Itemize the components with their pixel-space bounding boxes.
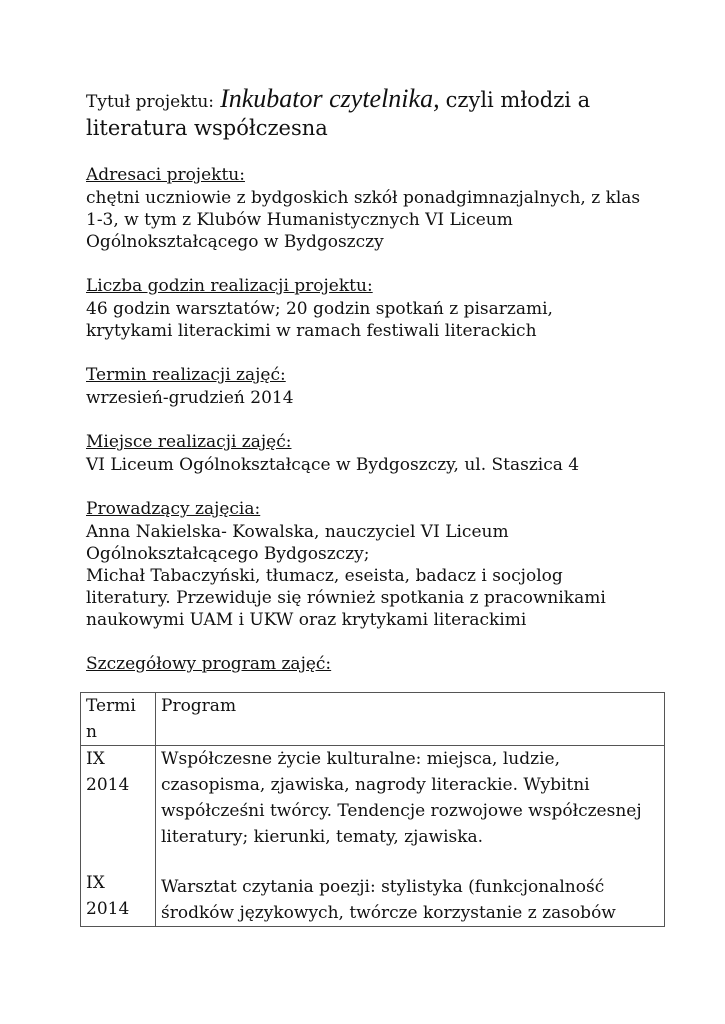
section-location	[86, 431, 646, 476]
section-line: chętni uczniowie z bydgoskich szkół ponadgimnazjalnych, z klas	[86, 188, 641, 208]
section-heading: Miejsce realizacji zajęć:	[86, 432, 292, 452]
section-line: Anna Nakielska- Kowalska, nauczyciel VI Liceum	[86, 522, 509, 542]
project-title	[86, 86, 646, 142]
section-line: 46 godzin warsztatów; 20 godzin spotkań z pisarzami,	[86, 299, 553, 319]
section-line: 1-3, w tym z Klubów Humanistycznych VI Liceum	[86, 210, 513, 230]
section-line: krytykami literackimi w ramach festiwali literackich	[86, 321, 537, 341]
title-rest-line1: czyli młodzi a	[445, 88, 591, 112]
section-hours	[86, 275, 646, 342]
term-cell	[81, 746, 156, 927]
table-header-row	[81, 693, 665, 746]
header-term	[81, 693, 156, 746]
section-line: Michał Tabaczyński, tłumacz, eseista, badacz i socjolog	[86, 566, 563, 586]
title-rest-line2: literatura współczesna	[86, 116, 328, 140]
title-prefix: Tytuł projektu:	[86, 92, 215, 112]
section-instructors	[86, 498, 646, 631]
section-line: VI Liceum Ogólnokształcące w Bydgoszczy, ul. Staszica 4	[86, 455, 580, 475]
section-dates	[86, 364, 646, 409]
program-table	[80, 692, 665, 927]
section-heading: Termin realizacji zajęć:	[86, 365, 286, 385]
section-audience	[86, 164, 646, 253]
section-line: Ogólnokształcącego Bydgoszczy;	[86, 544, 370, 564]
term-month: IX	[86, 873, 105, 893]
term-year: 2014	[86, 899, 130, 919]
header-term-line: n	[86, 722, 97, 742]
table-row	[81, 746, 665, 927]
section-heading: Szczegółowy program zajęć:	[86, 654, 332, 674]
program-paragraph: Warsztat czytania poezji: stylistyka (funkcjonalność środków językowych, twórcze korzystanie z zasobów	[161, 877, 616, 923]
section-program	[86, 653, 646, 676]
section-heading: Adresaci projektu:	[86, 165, 245, 185]
term-month: IX	[86, 749, 105, 769]
document-page	[86, 86, 646, 676]
section-heading: Liczba godzin realizacji projektu:	[86, 276, 373, 296]
title-project-name: Inkubator czytelnika,	[220, 84, 440, 113]
section-line: Ogólnokształcącego w Bydgoszczy	[86, 232, 384, 252]
program-paragraph: Współczesne życie kulturalne: miejsca, ludzie, czasopisma, zjawiska, nagrody literackie. Wybitni współcześni twórcy. Tendencje rozwojowe współczesnej literatury; kierunki, tematy, zjawiska.	[161, 749, 642, 847]
section-heading: Prowadzący zajęcia:	[86, 499, 261, 519]
term-year: 2014	[86, 775, 130, 795]
program-cell	[156, 746, 665, 927]
section-line: literatury. Przewiduje się również spotkania z pracownikami	[86, 588, 606, 608]
header-program: Program	[156, 693, 665, 746]
header-term-line: Termi	[86, 696, 136, 716]
section-line: naukowymi UAM i UKW oraz krytykami literackimi	[86, 610, 527, 630]
section-line: wrzesień-grudzień 2014	[86, 388, 294, 408]
